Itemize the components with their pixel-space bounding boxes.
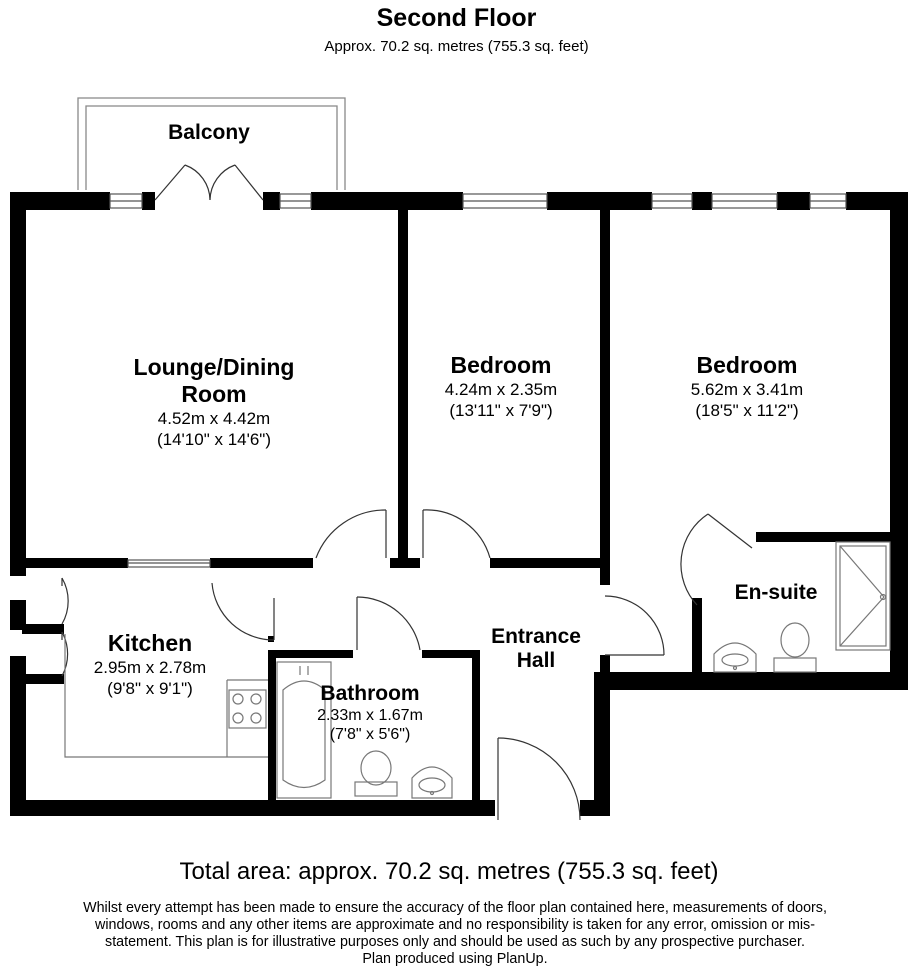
bathroom-dimensions-imperial: (7'8" x 5'6") — [329, 726, 411, 743]
bedroom1-label: Bedroom — [450, 352, 552, 378]
kitchen-dimensions-metric: 2.95m x 2.78m — [93, 658, 207, 677]
bedroom2-dimensions-imperial: (18'5" x 11'2") — [695, 401, 799, 420]
room-labels — [94, 121, 818, 743]
plan-title: Second Floor — [376, 4, 537, 32]
bedroom2-dimensions-metric: 5.62m x 3.41m — [690, 380, 804, 399]
plan-subtitle: Approx. 70.2 sq. metres (755.3 sq. feet) — [324, 38, 589, 55]
window-bedroom2-a — [652, 194, 692, 208]
disclaimer-line: Whilst every attempt has been made to ensure the accuracy of the floor plan contained here, measurements of doors, — [83, 900, 827, 916]
bathroom-label: Bathroom — [320, 682, 420, 705]
door-lounge — [316, 510, 386, 558]
disclaimer-line: statement. This plan is for illustrative purposes only and should be used as such by any prospective purchaser. — [105, 934, 805, 950]
basin — [412, 767, 452, 798]
kitchen-label: Kitchen — [107, 630, 193, 656]
disclaimer — [30, 900, 880, 968]
lounge-dimensions-imperial: (14'10" x 14'6") — [156, 430, 272, 449]
lounge-dimensions-metric: 4.52m x 4.42m — [157, 409, 271, 428]
disclaimer-line: windows, rooms and any other items are approximate and no responsibility is taken for any error, omission or mis- — [95, 917, 815, 933]
ensuite-fixtures — [714, 542, 890, 672]
door-kitchen-hall — [212, 583, 274, 640]
bathroom-dimensions-metric: 2.33m x 1.67m — [317, 707, 423, 724]
window-bedroom2-c — [810, 194, 846, 208]
window-bedroom2-b — [712, 194, 777, 208]
kitchen-dimensions-imperial: (9'8" x 9'1") — [107, 679, 193, 698]
door-bedroom1 — [423, 510, 490, 558]
bedroom2-label: Bedroom — [696, 352, 798, 378]
door-bedroom2 — [605, 596, 664, 655]
total-area: Total area: approx. 70.2 sq. metres (755.3 sq. feet) — [179, 858, 719, 885]
window-bedroom1 — [463, 194, 547, 208]
bedroom1-dimensions-metric: 4.24m x 2.35m — [444, 380, 558, 399]
disclaimer-line: Plan produced using PlanUp. — [362, 951, 548, 967]
door-entrance — [498, 738, 580, 820]
door-balcony — [155, 165, 263, 200]
interior-walls — [22, 200, 898, 810]
balcony-label: Balcony — [168, 121, 250, 144]
ensuite-toilet-cistern — [774, 658, 816, 672]
door-kitchen-cupboard-1 — [62, 578, 68, 624]
shower — [836, 542, 890, 650]
toilet-bowl — [361, 751, 391, 785]
window-kitchen-lounge — [128, 560, 210, 567]
outer-walls — [10, 192, 908, 816]
door-bathroom — [357, 597, 420, 650]
window-lounge-right — [280, 194, 311, 208]
ensuite-basin — [714, 643, 756, 672]
toilet-cistern — [355, 782, 397, 796]
ensuite-toilet-bowl — [781, 623, 809, 657]
balcony-outline — [78, 98, 345, 190]
window-lounge-left — [110, 194, 142, 208]
bedroom1-dimensions-imperial: (13'11" x 7'9") — [449, 401, 553, 420]
ensuite-label: En-suite — [734, 581, 818, 604]
lounge-label-line1: Lounge/Dining — [133, 354, 295, 380]
entrance-label-line1: Entrance — [491, 625, 581, 648]
entrance-label-line2: Hall — [516, 649, 556, 672]
lounge-label-line2: Room — [181, 381, 247, 407]
